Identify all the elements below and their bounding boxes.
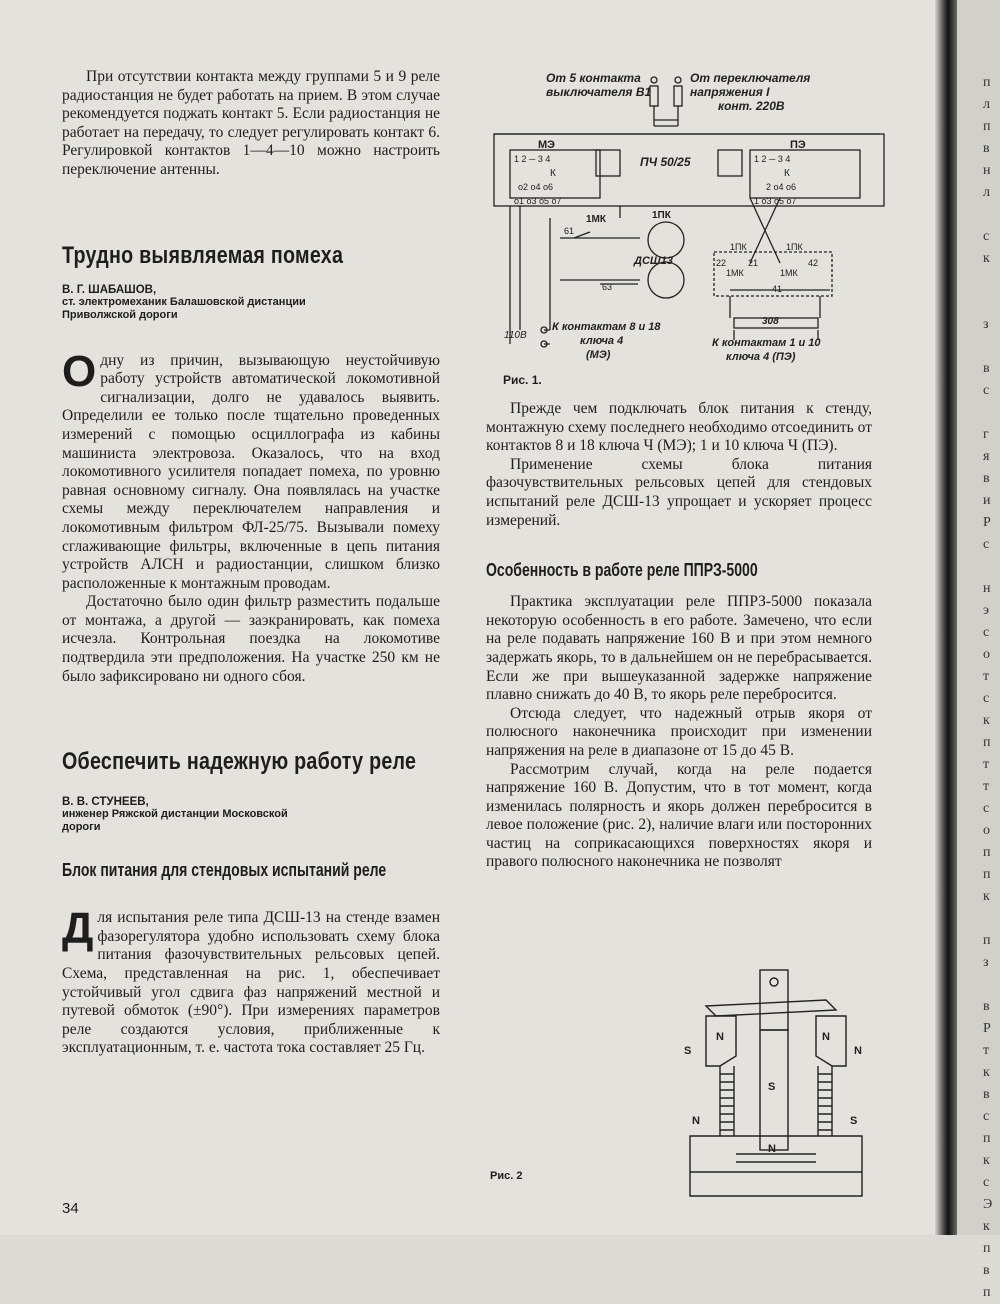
adjacent-page-letter: о: [983, 823, 990, 838]
article1-paragraph1: дну из причин, вызывающую неустойчивую работу устройств автоматической локомотивной сигнализации, долго не удавалось выявить. Определили ее только после тщательно проведенных измерений с помощью осциллографа из кабины машиниста электровоза. Оказалось, что на вход локомотивного усилителя попадает помеха, по уровню равная основному сигналу. Она появлялась на участке схемы между переключателем направления и локомотивным фильтром ФЛ-25/75. Вызывали помеху сглаживающие фильтры, включенные в цепь питания устройств АЛСН и радиостанции, слишком близко расположенные к монтажным проводам.: [62, 351, 440, 592]
article1-body: [62, 346, 440, 687]
fig1-110v: 110В: [504, 330, 527, 341]
svg-text:1МК: 1МК: [780, 268, 798, 278]
right-para-a: Прежде чем подключать блок питания к стенду, монтажную схему последнего необходимо отсоединить от контактов 8 и 18 ключа Ч (МЭ); 1 и 10 ключа Ч (ПЭ).: [486, 400, 872, 455]
fig1-label-top-right2: напряжения I: [690, 85, 770, 99]
fig1-label-top-right: От переключателя: [690, 71, 811, 85]
adjacent-page-letter: к: [983, 1153, 990, 1168]
article2-author: В. В. СТУНЕЕВ,: [62, 796, 149, 809]
fig1-k-right: К: [784, 168, 790, 179]
adjacent-page-letter: [983, 402, 992, 424]
adjacent-page-letter: п: [983, 735, 991, 750]
fig1-1mk: 1МК: [586, 214, 606, 225]
adjacent-page-letter: п: [983, 1131, 991, 1146]
right-subtitle: Особенность в работе реле ППРЗ-5000: [486, 560, 758, 581]
adjacent-page-letter: к: [983, 1065, 990, 1080]
article2-position: инженер Ряжской дистанции Московской дороги: [62, 808, 288, 834]
adjacent-page-letter: п: [983, 845, 991, 860]
figure1-caption: Рис. 1.: [503, 373, 542, 387]
fig1-label-top-left2: выключателя В1: [546, 85, 652, 99]
fig2-n-center: N: [768, 1143, 776, 1155]
adjacent-page-letter: я: [983, 449, 990, 464]
adjacent-page-letter: т: [983, 669, 990, 684]
svg-text:1 o3 o5 o7: 1 o3 o5 o7: [754, 196, 797, 206]
adjacent-page-letter: [983, 556, 992, 578]
adjacent-page-edge: [957, 0, 1000, 1300]
adjacent-page-letter: з: [983, 317, 989, 332]
adjacent-page-letter: в: [983, 471, 990, 486]
adjacent-page-letter: в: [983, 1263, 990, 1278]
fig1-bottom-left2: ключа 4: [580, 335, 624, 347]
adjacent-page-letter: о: [983, 647, 990, 662]
adjacent-page-letter: п: [983, 867, 991, 882]
adjacent-page-letter: с: [983, 229, 990, 244]
adjacent-page-letter: г: [983, 427, 989, 442]
figure2-caption: Рис. 2: [490, 1170, 523, 1182]
adjacent-page-letter: и: [983, 493, 991, 508]
adjacent-page-letter: л: [983, 97, 990, 112]
fig2-s-left: S: [684, 1045, 692, 1057]
adjacent-page-letters: [983, 72, 992, 1304]
adjacent-page-letter: н: [983, 163, 991, 178]
fig1-me: МЭ: [538, 139, 555, 151]
fig1-pe: ПЭ: [790, 139, 806, 151]
fig1-bottom-right2: ключа 4 (ПЭ): [726, 351, 796, 363]
right-para-e: Рассмотрим случай, когда на реле подается напряжение 160 В. Допустим, что в тот момент, когда изменилась полярность и якорь должен перебросится в левое положение (рис. 2), наличие влаги или посторонних частиц на соприкасающихся поверхностях якоря и правого полюсного наконечника не позволят: [486, 760, 872, 871]
right-para-b: Применение схемы блока питания фазочувствительных рельсовых цепей для стендовых испытаний реле ДСШ-13 упрощает и ускоряет процесс измерений.: [486, 455, 872, 529]
adjacent-page-letter: с: [983, 625, 990, 640]
fig1-bottom-left: К контактам 8 и 18: [552, 321, 661, 333]
article1-paragraph2: Достаточно было один фильтр разместить подальше от монтажа, а другой — заэкранировать, как помеха исчезла. Контрольная поездка на локомотиве подтвердила эти предположения. На участке 250 км не было зафиксировано ни одного сбоя.: [62, 593, 440, 685]
adjacent-page-letter: т: [983, 779, 990, 794]
svg-text:1 2 ─ 3 4: 1 2 ─ 3 4: [754, 154, 791, 164]
figure2-relay-drawing: [676, 966, 876, 1216]
intro-paragraph: При отсутствии контакта между группами 5 и 9 реле радиостанция не будет работать на прием. В этом случае рекомендуется поджать контакт 5. Если радиостанция не работает на передачу, то следует регулировать контакт 6. Регулировкой контактов 1—4—10 можно настроить переключение антенны.: [62, 68, 440, 178]
adjacent-page-letter: к: [983, 889, 990, 904]
adjacent-page-letter: в: [983, 999, 990, 1014]
article1-author: В. Г. ШАБАШОВ,: [62, 283, 157, 296]
article2-body: [62, 904, 440, 1058]
fig1-pch: ПЧ 50/25: [640, 155, 691, 169]
adjacent-page-letter: с: [983, 801, 990, 816]
adjacent-page-letter: [983, 974, 992, 996]
article2-subtitle: Блок питания для стендовых испытаний реле: [62, 860, 387, 881]
svg-text:2 o4 o6: 2 o4 o6: [766, 182, 797, 192]
right-column: [486, 400, 872, 872]
adjacent-page-letter: с: [983, 1109, 990, 1124]
fig2-s-bottom-right: S: [850, 1115, 858, 1127]
fig2-s-center: S: [768, 1081, 776, 1093]
fig1-63: 63: [602, 282, 613, 292]
adjacent-page-letter: т: [983, 1043, 990, 1058]
adjacent-page-letter: п: [983, 933, 991, 948]
fig1-bottom-left3: (МЭ): [586, 349, 611, 361]
article2-dropcap: Д: [62, 904, 94, 954]
adjacent-page-letter: к: [983, 713, 990, 728]
right-para-d: Отсюда следует, что надежный отрыв якоря от полюсного наконечника происходит при изменении напряжения на реле в диапазоне от 15 до 45 В.: [486, 704, 872, 759]
fig1-21: 21: [748, 258, 759, 268]
fig1-41: 41: [772, 284, 783, 294]
adjacent-page-letter: [983, 270, 992, 292]
adjacent-page-letter: в: [983, 361, 990, 376]
svg-text:o1 o3 o5 o7: o1 o3 o5 o7: [514, 196, 562, 206]
svg-text:1МК: 1МК: [726, 268, 744, 278]
article1-dropcap: О: [62, 346, 97, 396]
adjacent-page-letter: Р: [983, 1021, 991, 1036]
adjacent-page-letter: с: [983, 383, 990, 398]
adjacent-page-letter: Э: [983, 1197, 993, 1212]
adjacent-page-letter: н: [983, 581, 991, 596]
adjacent-page-letter: к: [983, 251, 990, 266]
adjacent-page-letter: Р: [983, 515, 991, 530]
svg-text:1 2 ─ 3 4: 1 2 ─ 3 4: [514, 154, 551, 164]
fig2-n-bottom-left: N: [692, 1115, 700, 1127]
adjacent-page-letter: п: [983, 1285, 991, 1300]
article2-paragraph1: ля испытания реле типа ДСШ-13 на стенде взамен фазорегулятора удобно использовать схему блока питания фазочувствительных рельсовых цепей. Схема, представленная на рис. 1, обеспечивает устойчивый угол сдвига фаз напряжений местной и путевой обмоток (±90°). При измерениях параметров реле создаются условия, приближенные к эксплуатационным, т. е. частота тока составляет 25 Гц.: [62, 909, 440, 1057]
page-number: 34: [62, 1200, 79, 1217]
book-gutter: [935, 0, 957, 1235]
adjacent-page-letter: п: [983, 1241, 991, 1256]
adjacent-page-letter: э: [983, 603, 990, 618]
adjacent-page-letter: к: [983, 1219, 990, 1234]
fig1-1pk: 1ПК: [652, 210, 671, 221]
adjacent-page-letter: [983, 336, 992, 358]
fig1-label-top-right3: конт. 220В: [718, 99, 785, 113]
adjacent-page-letter: в: [983, 1087, 990, 1102]
article1-title: Трудно выявляемая помеха: [62, 241, 344, 269]
fig2-n-left: N: [716, 1031, 724, 1043]
fig2-n-right: N: [822, 1031, 830, 1043]
article1-position: ст. электромеханик Балашовской дистанции Приволжской дороги: [62, 295, 306, 321]
article2-title: Обеспечить надежную работу реле: [62, 748, 417, 776]
adjacent-page-letter: п: [983, 75, 991, 90]
adjacent-page-letter: п: [983, 119, 991, 134]
fig1-k-left: К: [550, 168, 556, 179]
adjacent-page-letter: с: [983, 537, 990, 552]
fig1-308: 308: [762, 316, 779, 327]
svg-text:o2 o4 o6: o2 o4 o6: [518, 182, 554, 192]
fig1-22: 22: [716, 258, 727, 268]
fig1-61: 61: [564, 226, 575, 236]
adjacent-page-letter: с: [983, 691, 990, 706]
adjacent-page-letter: з: [983, 955, 989, 970]
figure1-circuit-diagram: [490, 68, 890, 368]
fig1-bottom-right: К контактам 1 и 10: [712, 337, 821, 349]
adjacent-page-letter: [983, 204, 992, 226]
adjacent-page-letter: с: [983, 1175, 990, 1190]
fig1-42: 42: [808, 258, 819, 268]
adjacent-page-letter: [983, 292, 992, 314]
adjacent-page-letter: [983, 908, 992, 930]
adjacent-page-letter: т: [983, 757, 990, 772]
adjacent-page-letter: в: [983, 141, 990, 156]
left-column: [62, 68, 440, 1058]
fig2-n-far-right: N: [854, 1045, 862, 1057]
fig1-dsh: ДСШ13: [634, 255, 673, 267]
svg-text:1ПК: 1ПК: [730, 242, 747, 252]
adjacent-page-letter: л: [983, 185, 990, 200]
fig1-label-top-left: От 5 контакта: [546, 71, 641, 85]
svg-text:1ПК: 1ПК: [786, 242, 803, 252]
right-para-c: Практика эксплуатации реле ППРЗ-5000 показала некоторую особенность в его работе. Замечено, что если на реле подавать напряжение 160 В и при этом немного задержать якорь, то в дальнейшем он не перебрасывается. Если же при вышеуказанной задержке напряжение плавно снижать до 40 В, то якорь реле перебросится.: [486, 593, 872, 704]
